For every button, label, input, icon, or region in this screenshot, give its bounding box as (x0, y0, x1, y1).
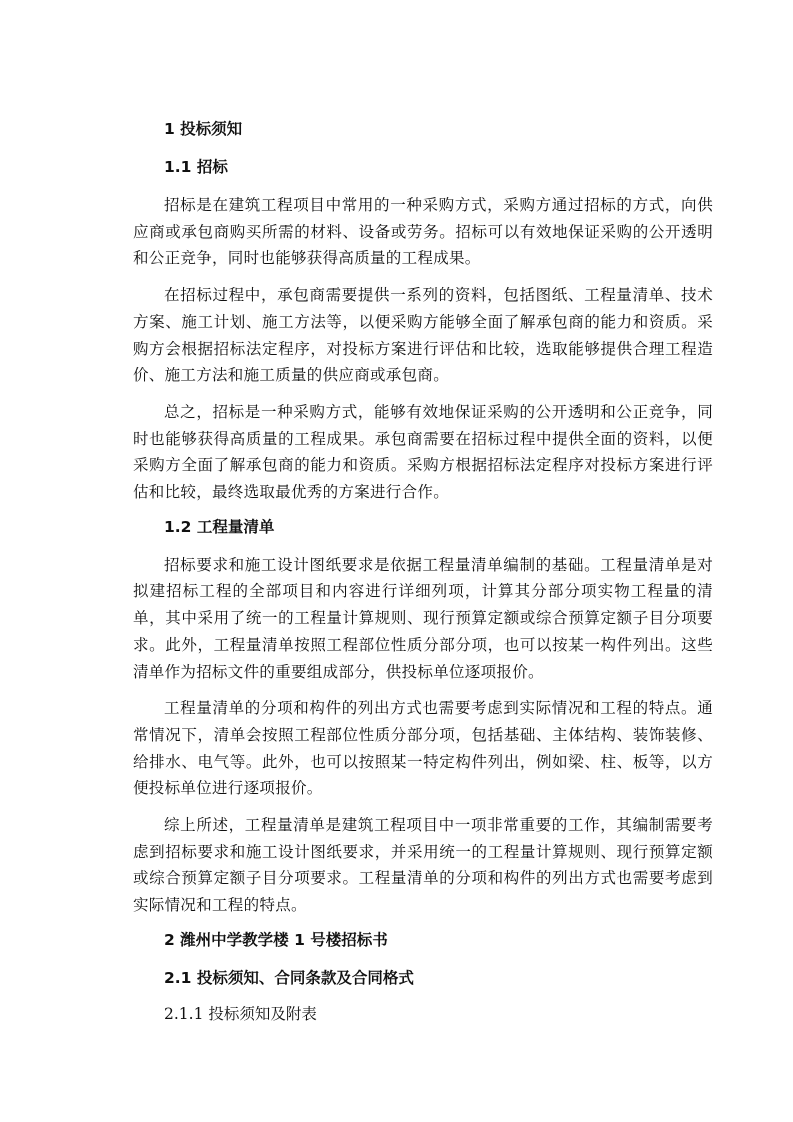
paragraph-1-1-b: 在招标过程中，承包商需要提供一系列的资料，包括图纸、工程量清单、技术方案、施工计划、施工方法等，以便采购方能够全面了解承包商的能力和资质。采购方会根据招标法定程序，对投标方案进行评估和比较，选取能够提供合理工程造价、施工方法和施工质量的供应商或承包商。 (133, 286, 713, 385)
paragraph-1-2-a: 招标要求和施工设计图纸要求是依据工程量清单编制的基础。工程量清单是对拟建招标工程的全部项目和内容进行详细列项，计算其分部分项实物工程量的清单，其中采用了统一的工程量计算规则、现行预算定额或综合预算定额子目分项要求。此外，工程量清单按照工程部位性质分部分项，也可以按某一构件列出。这些清单作为招标文件的重要组成部分，供投标单位逐项报价。 (133, 555, 713, 681)
paragraph-1-2-c: 综上所述，工程量清单是建筑工程项目中一项非常重要的工作，其编制需要考虑到招标要求和施工设计图纸要求，并采用统一的工程量计算规则、现行预算定额或综合预算定额子目分项要求。工程量清单的分项和构件的列出方式也需要考虑到实际情况和工程的特点。 (133, 816, 713, 915)
section-1-2-heading: 1.2 工程量清单 (164, 517, 275, 536)
section-1-1-heading: 1.1 招标 (164, 158, 228, 176)
paragraph-1-1-c: 总之，招标是一种采购方式，能够有效地保证采购的公开透明和公正竞争，同时也能够获得高质量的工程成果。承包商需要在招标过程中提供全面的资料，以便采购方全面了解承包商的能力和资质。采购方根据招标法定程序对投标方案进行评估和比较，最终选取最优秀的方案进行合作。 (133, 402, 713, 502)
section-2-1-heading: 2.1 投标须知、合同条款及合同格式 (164, 968, 414, 987)
paragraph-1-2-b: 工程量清单的分项和构件的列出方式也需要考虑到实际情况和工程的特点。通常情况下，清单会按照工程部位性质分部分项，包括基础、主体结构、装饰装修、给排水、电气等。此外，也可以按照某一特定构件列出，例如梁、柱、板等，以方便投标单位进行逐项报价。 (133, 699, 713, 798)
section-2-1-1-heading: 2.1.1 投标须知及附表 (164, 1004, 317, 1023)
section-2-heading: 2 潍州中学教学楼 1 号楼招标书 (164, 930, 388, 949)
section-1-heading: 1 投标须知 (164, 120, 243, 138)
document-body (133, 118, 713, 1025)
paragraph-1-1-a: 招标是在建筑工程项目中常用的一种采购方式，采购方通过招标的方式，向供应商或承包商购买所需的材料、设备或劳务。招标可以有效地保证采购的公开透明和公正竞争，同时也能够获得高质量的工程成果。 (133, 196, 713, 268)
